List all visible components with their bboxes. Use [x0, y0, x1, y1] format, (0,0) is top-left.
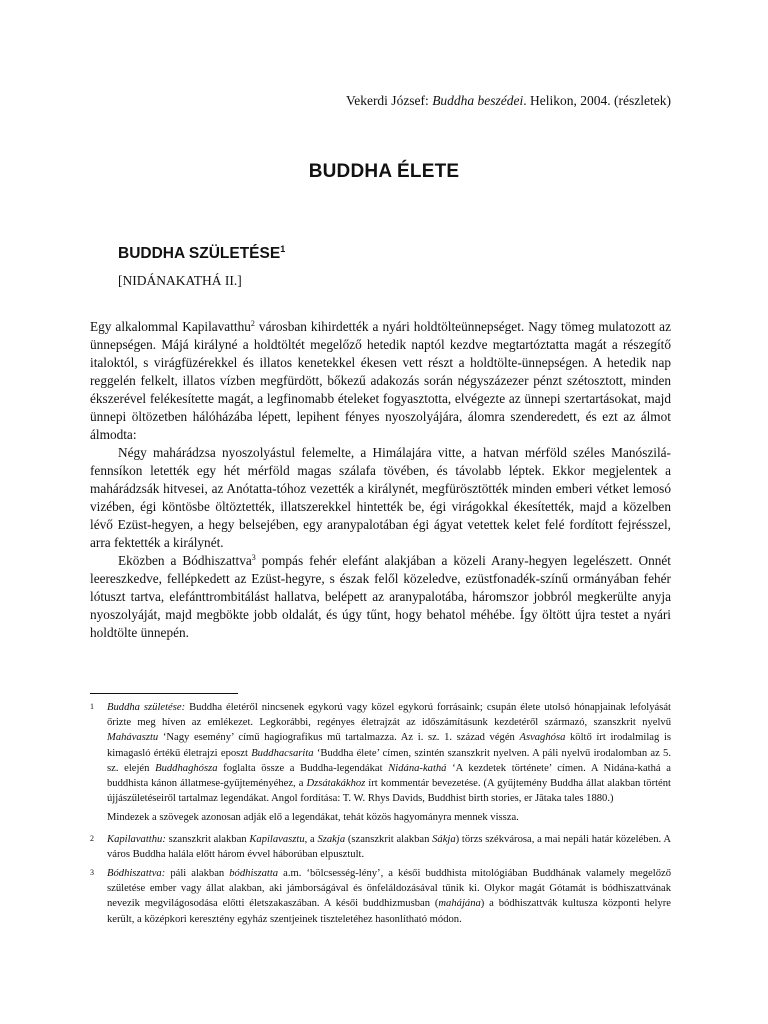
footnote-number: 3	[90, 868, 94, 878]
footnote-text-run: páli alakban	[165, 868, 230, 880]
section-subtitle: [NIDÁNAKATHÁ II.]	[118, 273, 242, 288]
footnote-italic-term: mahájána	[438, 898, 481, 910]
footnote-continuation: Mindezek a szövegek azonosan adják elő a legendákat, tehát közös hagyományra mennek vissza.	[107, 812, 519, 824]
footnote-3	[90, 866, 671, 927]
footnote-italic-term: Dzsátakákhoz	[306, 778, 366, 790]
source-citation	[346, 92, 671, 110]
citation-title: Buddha beszédei	[432, 93, 524, 108]
footnote-number: 2	[90, 833, 94, 843]
page-title: BUDDHA ÉLETE	[308, 161, 460, 182]
footnote-text-run: szanszkrit alakban	[165, 833, 250, 845]
footnote-ref-3[interactable]: 3	[251, 553, 256, 562]
footnote-text-run: , a	[304, 833, 318, 845]
footnotes	[90, 700, 671, 931]
footnote-text	[107, 832, 671, 862]
paragraph-2: Négy mahárádzsa nyoszolyástul felemelte, a Himálajára vitte, a hatvan mérföld széles Manószilá-fennsíkon letették egy hét mérföld magas szálafa tövében, és távolabb léptek. Ekkor megjelentek a mahárádzsák hitvesei, az Anótatta-tóhoz vezették a királynét, megfürösztötték minden emberi vétket lemosó vizében, égi köntösbe öltöztették, illatszerekkel hintették be, égi virágokkal ékesítették, majd a közelben lévő Ezüst-hegyen, a hegy belsejében, egy aranypalotában égi ágyat vetettek kelet felé fordított fejrésszel, arra fektették a királynét.	[90, 445, 671, 550]
footnote-italic-term: Buddha születése:	[107, 702, 186, 713]
footnote-italic-term: Kapilavatthu:	[107, 833, 166, 845]
footnote-text	[107, 866, 671, 927]
footnote-italic-term: Bódhiszattva:	[107, 868, 166, 880]
footnote-text-run: (szanszkrit alakban	[345, 833, 433, 845]
footnote-text-run: költő írt irodalmilag is kimagasló értékű életrajzi eposzt	[107, 732, 672, 759]
footnote-text-run: írt kommentár bevezetése. (A gyűjtemény Buddha állat alakban történt újjászületéseiről tartalmaz legendákat. Angol fordítása: T. W. Rhys Davids, Buddhist birth stories, er Jātaka tales 1880.)	[107, 778, 671, 805]
footnote-text-run: Buddha életéről nincsenek egykorú vagy közel egykorú forrásaink; csupán élete utolsó hónapjainak lefolyását őrizte meg híven az emlékezet. Legkorábbi, regényes életrajzát az időszámításunk kezdetéről származó, szanszkrit nyelvű	[107, 702, 671, 729]
paragraph-3: Eközben a Bódhiszattva$^3$ pompás fehér elefánt alakjában a közeli Arany-hegyen legelészett. Onnét leereszkedve, fellépkedett az Ezüst-hegyre, s észak felől közeledve, ezüstfonadék-színű ormányában fehér lótuszt tartva, elefánttrombitálást hallatva, belépett az aranypalotába, háromszor jobbról megkerülte anyja nyoszolyáját, majd megbökte jobb oldalát, és úgy tűnt, hogy behatol méhébe. Így öltött újra testet a nyári holdtölte ünnepén.	[90, 553, 671, 640]
footnote-text-run: foglalta össze a Buddha-legendákat	[217, 762, 389, 774]
footnote-italic-term: Buddhacsarita	[251, 747, 314, 759]
footnote-1	[90, 700, 671, 806]
footnote-italic-term: bódhiszatta	[229, 868, 279, 880]
footnote-2	[90, 832, 671, 862]
footnote-italic-term: Szakja	[317, 833, 346, 845]
footnote-italic-term: Nidána-kathá	[388, 762, 447, 774]
footnote-ref-1[interactable]: 1	[280, 244, 286, 254]
footnote-ref-2[interactable]: 2	[250, 319, 255, 328]
paragraph-1: Egy alkalommal Kapilavatthu$^2$ városban kihirdették a nyári holdtölteünnepséget. Nagy tömeg mulatozott az ünnepségen. Májá királyné a holdtöltét megelőző hetedik naptól kezdve megtartóztatta magát a részegítő italoktól, s virágfüzérekkel és illatos kenetekkel ékesen vett részt a holdtölte-ünnepségen. A hetedik nap reggelén felkelt, illatos vízben megfürdött, bőkezű adakozás során négyszázezer pénzt szétosztott, minden ékszerével felékesítette magát, a legfinomabb ételeket fogyasztotta, elvégezte az ünnepi szertartásokat, majd ünnepi öltözetben hálóházába lépett, lepihent fényes nyoszolyájára, álomra szenderedett, és ezt az álmot álmodta:	[90, 319, 671, 442]
section-title-text: BUDDHA SZÜLETÉSE	[118, 245, 281, 262]
footnote-text-run: a.m. ‘bölcsesség-lény’, a késői buddhista mitológiában Buddhának valamely megelőző születése ember vagy állat alakban, aki jámborságával és önfeláldozásával tűnik ki. Olykor magát Gótamát is bódhiszattvának nevezik megvilágosodása előtti életszakaszában. A késői buddhizmusban (	[107, 868, 671, 910]
footnote-text-run: ‘Buddha élete’ címen, szintén szanszkrit nyelven. A páli nyelvű irodalomban az 5. sz. elején	[107, 747, 671, 774]
citation-author: Vekerdi József:	[345, 93, 433, 108]
footnote-text-run: ‘Nagy esemény’ című hagiografikus mű tartalmazza. Az i. sz. 1. század végén	[158, 732, 520, 744]
footnote-text-run: ) törzs székvárosa, a mai nepáli határ közelében. A város Buddha halála előtt három évvel háborúban elpusztult.	[107, 833, 671, 860]
footnote-italic-term: Sákja	[432, 833, 456, 845]
body-text	[90, 318, 671, 642]
footnote-italic-term: Kapilavasztu	[249, 833, 305, 845]
footnote-divider	[90, 693, 238, 694]
citation-rest: . Helikon, 2004. (részletek)	[523, 93, 671, 108]
footnote-italic-term: Buddhaghósza	[155, 762, 218, 774]
footnote-text	[107, 700, 671, 806]
footnote-italic-term: Asvaghósa	[519, 732, 566, 744]
footnote-text-run: ‘A kezdetek története’ címen. A Nidána-kathá a buddhista kánon állatmese-gyűjteményéhez, a	[107, 762, 671, 790]
footnote-italic-term: Mahávasztu	[107, 732, 159, 744]
section-title	[118, 244, 285, 263]
footnote-number: 1	[90, 702, 94, 711]
footnote-text-run: ) a bódhiszattvák kultusza központi helyre került, a középkori keresztény egyház szentjeinek tiszteletéhez hasonlítható módon.	[107, 898, 671, 925]
